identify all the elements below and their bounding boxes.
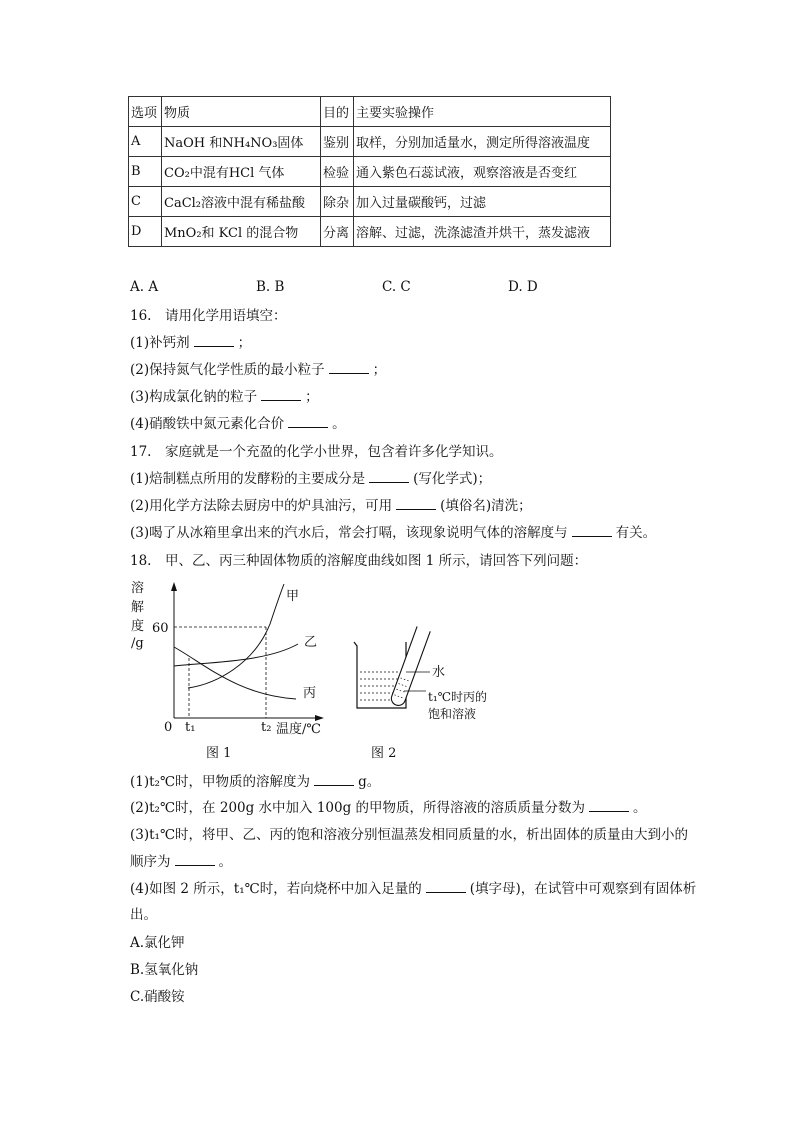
table-cell: 检验	[321, 157, 354, 187]
q18-item-1-end: g。	[358, 774, 381, 790]
answer-blank[interactable]	[261, 388, 301, 401]
q18-item-1-text: (1)t₂℃时，甲物质的溶解度为	[130, 774, 311, 790]
table-cell: 溶解、过滤，洗涤滤渣并烘干，蒸发滤液	[354, 217, 611, 247]
fig1-curve-yi	[174, 644, 298, 666]
answer-blank[interactable]	[329, 361, 369, 374]
q16-item-2-text: (2)保持氮气化学性质的最小粒子	[130, 362, 325, 378]
answer-choices	[130, 279, 730, 297]
q18-item-1	[130, 773, 380, 791]
table-cell: CaCl₂溶液中混有稀盐酸	[162, 187, 321, 217]
q18-item-4-line1	[130, 880, 696, 898]
answer-blank[interactable]	[194, 334, 234, 347]
fig1-x-label: 温度/℃	[276, 722, 321, 737]
fig1-y-arrow-icon	[171, 582, 177, 591]
fig1-t2-label: t₂	[261, 720, 272, 735]
table-cell: NaOH 和NH₄NO₃固体	[162, 127, 321, 157]
fig1-caption: 图 1	[206, 746, 232, 761]
q18-item-4-end: (填字母)，在试管中可观察到有固体析	[469, 881, 697, 897]
q17-item-3-text: (3)喝了从冰箱里拿出来的汽水后，常会打嗝，该现象说明气体的溶解度与	[130, 525, 568, 541]
table-cell: D	[129, 217, 162, 247]
table-header-cell: 目的	[321, 97, 354, 127]
q18-item-2	[130, 799, 647, 817]
fig1-curve-jia	[188, 584, 284, 688]
q16-item-2-end: ；	[372, 362, 387, 378]
table-cell: B	[129, 157, 162, 187]
answer-blank[interactable]	[314, 773, 354, 786]
q18-item-3-text: 顺序为	[130, 854, 171, 870]
q16-item-1	[130, 334, 251, 352]
table-cell: 加入过量碳酸钙，过滤	[354, 187, 611, 217]
table-cell: 除杂	[321, 187, 354, 217]
table-row	[129, 187, 611, 217]
q17-item-3-end: 有关。	[615, 525, 657, 541]
q16-item-3-end: ；	[305, 389, 319, 405]
q18-item-4-line2: 出。	[130, 907, 157, 923]
fig1-ylabel-char: 度	[131, 619, 145, 634]
q16-item-4-end: 。	[332, 416, 346, 432]
q16-item-1-end: ；	[237, 335, 252, 351]
fig2-solution-label-1: t₁℃时丙的	[428, 690, 488, 704]
options-table	[128, 96, 611, 247]
fig1-ylabel-char: 溶	[131, 581, 145, 596]
fig1-ylabel-char: 解	[131, 600, 145, 615]
q18-option-a[interactable]: A.氯化钾	[130, 935, 185, 951]
fig1-curve-bing	[174, 647, 296, 699]
table-row	[129, 157, 611, 187]
table-cell: A	[129, 127, 162, 157]
q17-item-2-text: (2)用化学方法除去厨房中的炉具油污，可用	[130, 498, 393, 514]
q17-item-1-end: (写化学式)；	[413, 471, 492, 487]
fig1-origin-label: 0	[164, 720, 173, 735]
q16-stem: 16. 请用化学用语填空：	[130, 308, 287, 324]
q18-item-2-end: 。	[633, 800, 647, 816]
fig1-series-bing: 丙	[303, 686, 317, 701]
table-header-cell: 物质	[162, 97, 321, 127]
q16-item-4-text: (4)硝酸铁中氮元素化合价	[130, 416, 285, 432]
q16-item-2	[130, 361, 386, 379]
q17-item-3	[130, 524, 656, 542]
answer-blank[interactable]	[369, 470, 409, 483]
table-cell: C	[129, 187, 162, 217]
q17-item-1-text: (1)焙制糕点所用的发酵粉的主要成分是	[130, 471, 366, 487]
fig1-series-jia: 甲	[286, 589, 300, 604]
table-cell: 分离	[321, 217, 354, 247]
fig2-water-label: 水	[432, 665, 446, 680]
answer-blank[interactable]	[288, 415, 328, 428]
table-cell: MnO₂和 KCl 的混合物	[162, 217, 321, 247]
choice-b[interactable]: B. B	[256, 279, 285, 295]
q18-stem: 18. 甲、乙、丙三种固体物质的溶解度曲线如图 1 所示，请回答下列问题：	[130, 553, 588, 569]
q16-item-3-text: (3)构成氯化钠的粒子	[130, 389, 258, 405]
q18-item-3-line2	[130, 853, 232, 871]
fig2-solution-label-2: 饱和溶液	[428, 707, 477, 721]
q18-option-c[interactable]: C.硝酸铵	[130, 989, 185, 1005]
figure-2	[354, 626, 487, 761]
fig2-test-tube	[389, 626, 430, 707]
choice-a[interactable]: A. A	[130, 279, 159, 295]
table-row	[129, 127, 611, 157]
table-row	[129, 217, 611, 247]
table-cell: 通入紫色石蕊试液，观察溶液是否变红	[354, 157, 611, 187]
table-header-row	[129, 97, 611, 127]
q17-item-1	[130, 470, 491, 488]
table-cell: 取样，分别加适量水，测定所得溶液温度	[354, 127, 611, 157]
fig1-series-yi: 乙	[304, 635, 318, 650]
table-header-cell: 选项	[129, 97, 162, 127]
table-header-cell: 主要实验操作	[354, 97, 611, 127]
fig2-caption: 图 2	[371, 746, 397, 761]
choice-c[interactable]: C. C	[382, 279, 411, 295]
answer-blank[interactable]	[572, 524, 612, 537]
q18-item-4-text: (4)如图 2 所示，t₁℃时，若向烧杯中加入足量的	[130, 881, 422, 897]
answer-blank[interactable]	[396, 497, 436, 510]
q17-item-2	[130, 497, 532, 515]
choice-d[interactable]: D. D	[508, 279, 538, 295]
figure-1	[131, 580, 324, 761]
q18-option-b[interactable]: B.氢氧化钠	[130, 962, 199, 978]
fig1-y-tick-60: 60	[152, 621, 169, 636]
q16-item-4	[130, 415, 346, 433]
q17-stem: 17. 家庭就是一个充盈的化学小世界，包含着许多化学知识。	[130, 444, 503, 460]
fig1-x-arrow-icon	[315, 715, 324, 721]
fig1-t1-label: t₁	[185, 720, 196, 735]
answer-blank[interactable]	[426, 880, 466, 893]
table-cell: CO₂中混有HCl 气体	[162, 157, 321, 187]
q18-item-3-line1: (3)t₁℃时，将甲、乙、丙的饱和溶液分别恒温蒸发相同质量的水，析出固体的质量由大到小的	[130, 827, 689, 843]
table-cell: 鉴别	[321, 127, 354, 157]
answer-blank[interactable]	[175, 853, 215, 866]
q18-item-2-text: (2)t₂℃时，在 200g 水中加入 100g 的甲物质，所得溶液的溶质质量分数为	[130, 800, 586, 816]
answer-blank[interactable]	[589, 799, 629, 812]
q16-item-1-text: (1)补钙剂	[130, 335, 190, 351]
q18-item-3-end: 。	[218, 854, 232, 870]
q16-item-3	[130, 388, 319, 406]
fig1-ylabel-char: /g	[131, 636, 144, 651]
q18-figures	[126, 580, 526, 762]
q17-item-2-end: (填俗名)清洗；	[440, 498, 532, 514]
